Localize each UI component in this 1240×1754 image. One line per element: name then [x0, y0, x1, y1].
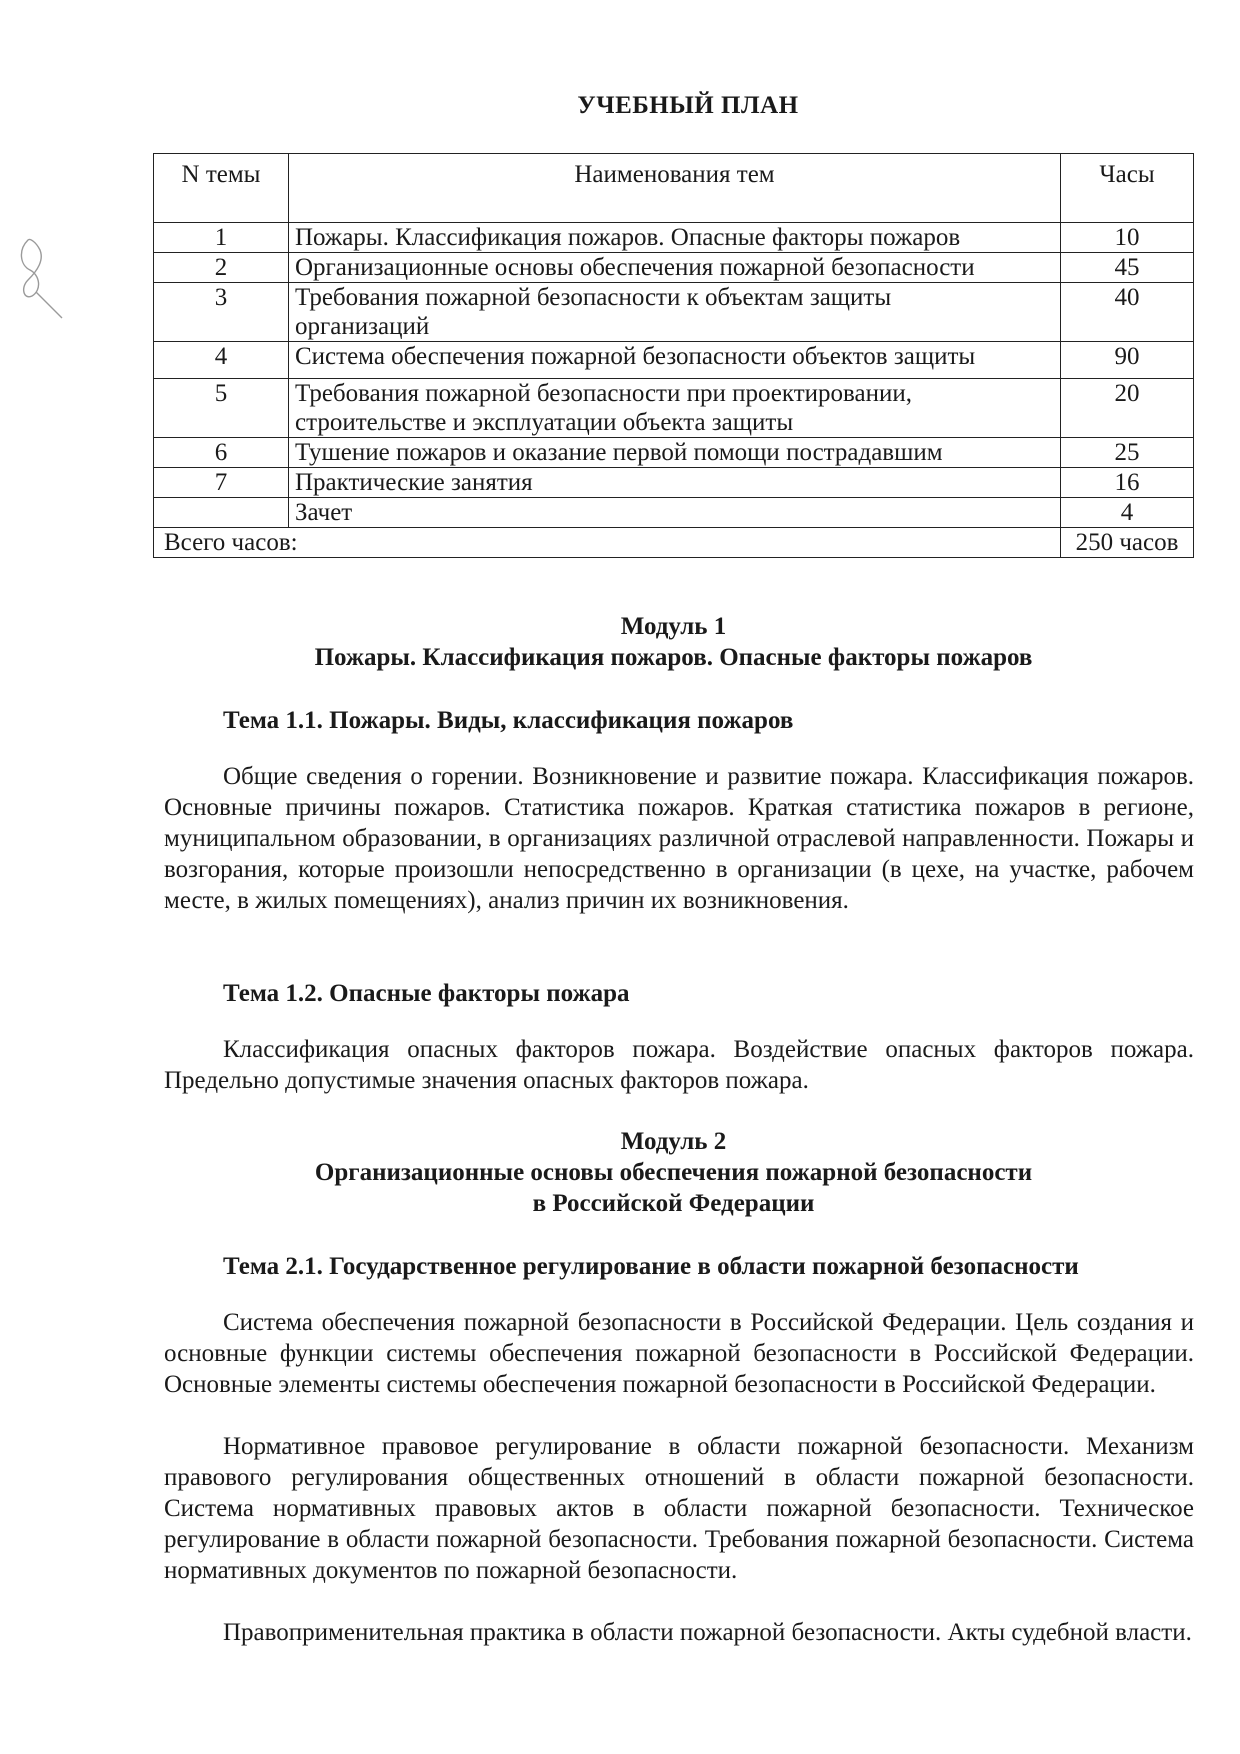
table-row: [154, 253, 1194, 283]
topic-2-1-paragraph-2: Нормативное правовое регулирование в области пожарной безопасности. Механизм правового регулирования общественных отношений в области пожарной безопасности. Система нормативных правовых актов в области пожарной безопасности. Техническое регулирование в области пожарной безопасности. Требования пожарной безопасности. Система нормативных документов по пожарной безопасности.: [164, 1433, 1194, 1584]
module-2-label: Модуль 2: [620, 1128, 727, 1155]
topic-number: 2: [154, 253, 289, 283]
topic-name: Пожары. Классификация пожаров. Опасные факторы пожаров: [289, 223, 1061, 253]
topic-hours: 25: [1061, 438, 1194, 468]
table-row: [154, 498, 1194, 528]
curriculum-table: [153, 153, 1194, 558]
topic-name: Организационные основы обеспечения пожарной безопасности: [289, 253, 1061, 283]
topic-hours: 20: [1061, 379, 1194, 438]
topic-hours: 45: [1061, 253, 1194, 283]
table-row: [154, 283, 1194, 342]
topic-number: 3: [154, 283, 289, 342]
column-header-name: Наименования тем: [289, 154, 1061, 223]
topic-hours: 40: [1061, 283, 1194, 342]
topic-hours: 4: [1061, 498, 1194, 528]
topic-number: 5: [154, 379, 289, 438]
topic-hours: 10: [1061, 223, 1194, 253]
topic-name: Требования пожарной безопасности к объектам защиты организаций: [289, 283, 1061, 342]
topic-1-1-heading: Тема 1.1. Пожары. Виды, классификация пожаров: [223, 707, 794, 734]
topic-number: 4: [154, 342, 289, 379]
topic-name: Требования пожарной безопасности при проектировании, строительстве и эксплуатации объекта защиты: [289, 379, 1061, 438]
table-row: [154, 379, 1194, 438]
topic-1-1-text: Общие сведения о горении. Возникновение и развитие пожара. Классификация пожаров. Основные причины пожаров. Статистика пожаров. Краткая статистика пожаров в регионе, муниципальном образовании, в организациях различной отраслевой направленности. Пожары и возгорания, которые произошли непосредственно в организации (в цехе, на участке, рабочем месте, в жилых помещениях), анализ причин их возникновения.: [164, 763, 1194, 914]
topic-name: Зачет: [289, 498, 1061, 528]
topic-number: 1: [154, 223, 289, 253]
topic-2-1-paragraph-3: Правоприменительная практика в области пожарной безопасности. Акты судебной власти.: [223, 1619, 1192, 1646]
topic-1-2-text: Классификация опасных факторов пожара. Воздействие опасных факторов пожара. Предельно допустимые значения опасных факторов пожара.: [164, 1036, 1194, 1094]
table-row: [154, 342, 1194, 379]
topic-1-2-heading: Тема 1.2. Опасные факторы пожара: [223, 980, 630, 1007]
topic-hours: 90: [1061, 342, 1194, 379]
total-value: 250 часов: [1061, 528, 1194, 558]
topic-hours: 16: [1061, 468, 1194, 498]
module-1-label: Модуль 1: [620, 613, 727, 640]
document-title: УЧЕБНЫЙ ПЛАН: [577, 92, 799, 119]
topic-number: 6: [154, 438, 289, 468]
column-header-hours: Часы: [1061, 154, 1194, 223]
topic-number: 7: [154, 468, 289, 498]
handwritten-pencil-mark-icon: [10, 230, 70, 320]
table-row: [154, 223, 1194, 253]
module-1-title: Пожары. Классификация пожаров. Опасные факторы пожаров: [314, 644, 1033, 671]
table-row: [154, 468, 1194, 498]
module-2-title-line-1: Организационные основы обеспечения пожарной безопасности: [314, 1159, 1033, 1186]
topic-number: [154, 498, 289, 528]
topic-2-1-heading: Тема 2.1. Государственное регулирование в области пожарной безопасности: [223, 1253, 1079, 1280]
topic-name: Система обеспечения пожарной безопасности объектов защиты: [289, 342, 1061, 379]
module-2-title-line-2: в Российской Федерации: [532, 1190, 815, 1217]
table-total-row: [154, 528, 1194, 558]
topic-name: Практические занятия: [289, 468, 1061, 498]
table-header-row: [154, 154, 1194, 223]
total-label: Всего часов:: [154, 528, 1061, 558]
topic-name: Тушение пожаров и оказание первой помощи пострадавшим: [289, 438, 1061, 468]
topic-2-1-paragraph-1: Система обеспечения пожарной безопасности в Российской Федерации. Цель создания и основные функции системы обеспечения пожарной безопасности в Российской Федерации. Основные элементы системы обеспечения пожарной безопасности в Российской Федерации.: [164, 1309, 1194, 1398]
column-header-num: N темы: [154, 154, 289, 223]
table-row: [154, 438, 1194, 468]
